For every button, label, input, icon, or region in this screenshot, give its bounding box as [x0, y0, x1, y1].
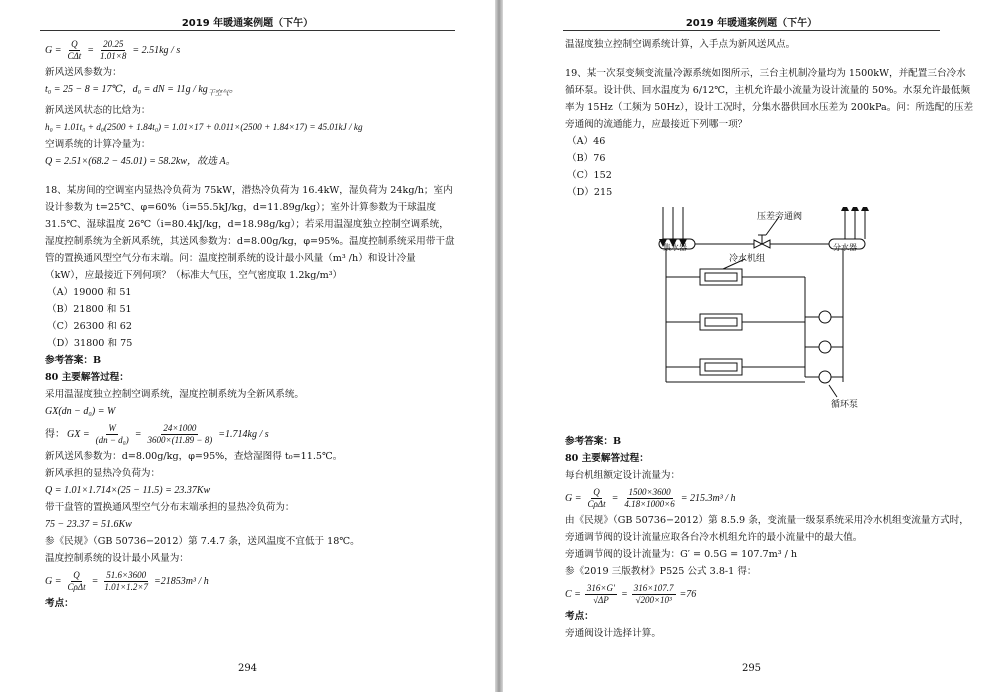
key-point-label: 考点：	[45, 598, 74, 609]
header-rule	[563, 30, 940, 31]
key-point-label: 考点：	[565, 611, 594, 622]
distributor-label: 分水器	[833, 243, 857, 252]
chiller-group-label: 冷水机组	[729, 254, 766, 264]
formula-c: C = $\frac{316\times G'}{√\Delta P}$ = $\frac{316\times 107.7}{\text{√200×10³}}$ =76	[565, 582, 697, 605]
process-title: 80 主要解答过程：	[45, 372, 129, 383]
process-title: 80 主要解答过程：	[565, 453, 649, 464]
formula-gx: 得： GX = $\frac{W}{\text{(dn − d₀)}}$ = $\frac{24\times 1000}{3600\times(11.89 - 8)}$ =1.714kg / s	[45, 422, 269, 445]
question-18: 18、某房间的空调室内显热冷负荷为 75kW，潜热冷负荷为 16.4kW，湿负荷为 24kg/h；室内设计参数为 t=25℃、φ=60%（i=55.5kJ/kg，d=11.89g/kg）；室外计算参数为干球温度 31.5℃、湿球温度 26℃（i=80.4kJ/kg，d=18.98g/kg）；若采用温湿度独立控制空调系统，湿度控制系统为全新风系统，其送风参数为：d=8.00g/kg，φ=95%。温度控制系统采用带干盘管的置换通风型空气分布末端。问：温度控制系统的设计最小风量（m³ /h）和设计冷量（kW），应最接近下列何项？（标准大气压，空气密度取 1.2kg/m³）	[45, 185, 455, 281]
page-header: 2019 年暖通案例题（下午）	[685, 18, 818, 29]
text-paragraph: 由《民规》（GB 50736−2012）第 8.5.9 条，变流量一级泵系统采用冷水机组变流量方式时，旁通调节阀的设计流量应取各台冷水机组允许的最小流量中的最大值。	[565, 515, 969, 543]
text-line: 旁通调节阀的设计流量为：G′ = 0.5G = 107.7m³ / h	[565, 549, 798, 560]
right-body	[565, 36, 975, 642]
left-page	[0, 0, 495, 692]
formula-line: Q = 2.51×(68.2 − 45.01) = 58.2kw，故选 A。	[45, 156, 236, 167]
text-line: 每台机组额定设计流量为：	[565, 470, 681, 481]
header-rule	[40, 30, 455, 31]
collector-label: 集水器	[663, 243, 687, 252]
option-d: （D）31800 和 75	[47, 338, 133, 349]
fraction: $\frac{51.6\times 3600}{1.01\times 1.2\times 7}$	[104, 569, 148, 592]
option-c: （C）26300 和 62	[47, 321, 132, 332]
bypass-valve-label: 压差旁通阀	[757, 212, 803, 222]
text-line: 温度控制系统的设计最小风量为：	[45, 553, 189, 564]
reference-answer: 参考答案：B	[565, 436, 622, 447]
text-line: 温湿度独立控制空调系统计算，入手点为新风送风点。	[565, 39, 796, 50]
book-gutter	[495, 0, 503, 692]
option-b: （B）76	[567, 153, 606, 164]
text-line: 新风送风状态的比焓为：	[45, 105, 151, 116]
option-a: （A）46	[567, 136, 606, 147]
fraction: $\frac{316\times G'}{√\Delta P}$	[586, 582, 615, 605]
text-line: 参《民规》（GB 50736−2012）第 7.4.7 条，送风温度不宜低于 18℃。	[45, 536, 360, 547]
question-19: 19、某一次泵变频变流量冷源系统如图所示，三台主机制冷量均为 1500kW，并配置三台冷水循环泵。设计供、回水温度为 6/12℃，主机允许最小流量为设计流量的 50%。水泵允许最低频率为 15Hz（工频为 50Hz），设计工况时，分集水器供回水压差为 200kPa。问：所选配的压差旁通阀的流通能力，应最接近下列哪一项？	[565, 68, 974, 130]
formula-line: h₀ = 1.01t₀ + d₀(2500 + 1.84t₀) = 1.01×17 + 0.011×(2500 + 1.84×17) = 45.01kJ / kg	[45, 122, 363, 132]
pump-label: 循环泵	[831, 400, 859, 410]
page-header: 2019 年暖通案例题（下午）	[181, 18, 314, 29]
left-body	[45, 36, 455, 612]
fraction: $\frac{20.25}{1.01\times 8}$	[100, 38, 127, 61]
fraction: $\frac{W}{\text{(dn − d₀)}}$	[95, 422, 129, 445]
fraction: $\frac{1500\times 3600}{4.18\times 1000\times 6}$	[624, 486, 675, 509]
text-line: 带干盘管的置换通风型空气分布末端承担的显热冷负荷为：	[45, 502, 295, 513]
formula-g-min: G = $\frac{Q}{\text{CρΔt}}$ = $\frac{51.6\times 3600}{1.01\times 1.2\times 7}$ =21853m³ / h	[45, 569, 209, 592]
fraction: $\frac{24\times 1000}{3600\times(11.89 - 8)}$	[147, 422, 213, 445]
text-line: 采用温湿度独立控制空调系统，湿度控制系统为全新风系统。	[45, 389, 305, 400]
option-c: （C）152	[567, 170, 612, 181]
fraction: $\frac{Q}{\text{CρΔt}}$	[587, 486, 606, 509]
formula-line: Q = 1.01×1.714×(25 − 11.5) = 23.37Kw	[45, 485, 211, 496]
formula-line: GX(dn − d₀) = W	[45, 406, 116, 417]
system-diagram-svg	[565, 207, 975, 433]
page-number: 294	[237, 663, 258, 674]
formula-g: G = $\frac{Q}{\text{CΔt}}$ = $\frac{20.25}{1.01\times 8}$ = 2.51kg / s	[45, 38, 181, 61]
text-line: 旁通阀设计选择计算。	[565, 628, 661, 639]
text-line: 参《2019 三版教材》P525 公式 3.8-1 得：	[565, 566, 757, 577]
fraction: $\frac{316\times 107.7}{\text{√200×10³}}$	[633, 582, 674, 605]
reference-answer: 参考答案：B	[45, 355, 102, 366]
formula-line: 75 − 23.37 = 51.6Kw	[45, 519, 132, 530]
right-page	[503, 0, 1000, 692]
formula-line: t₀ = 25 − 8 = 17℃，d₀ = dN = $11g / kg_{干空气}$。	[45, 84, 239, 97]
option-a: （A）19000 和 51	[47, 287, 132, 298]
text-line: 新风送风参数为：d=8.00g/kg，φ=95%，查焓湿图得 t₀=11.5℃。	[45, 451, 343, 462]
formula-g: G = $\frac{Q}{\text{CρΔt}}$ = $\frac{1500\times 3600}{4.18\times 1000\times 6}$ = 215.3m³ / h	[565, 486, 736, 509]
text-line: 空调系统的计算冷量为：	[45, 139, 151, 150]
option-d: （D）215	[567, 187, 613, 198]
text-line: 新风送风参数为：	[45, 67, 122, 78]
text-line: 新风承担的显热冷负荷为：	[45, 468, 161, 479]
page-number: 295	[741, 663, 762, 674]
fraction: $\frac{Q}{\text{CρΔt}}$	[67, 569, 86, 592]
option-b: （B）21800 和 51	[47, 304, 132, 315]
system-diagram	[565, 207, 975, 433]
fraction: $\frac{Q}{\text{CΔt}}$	[67, 38, 82, 61]
